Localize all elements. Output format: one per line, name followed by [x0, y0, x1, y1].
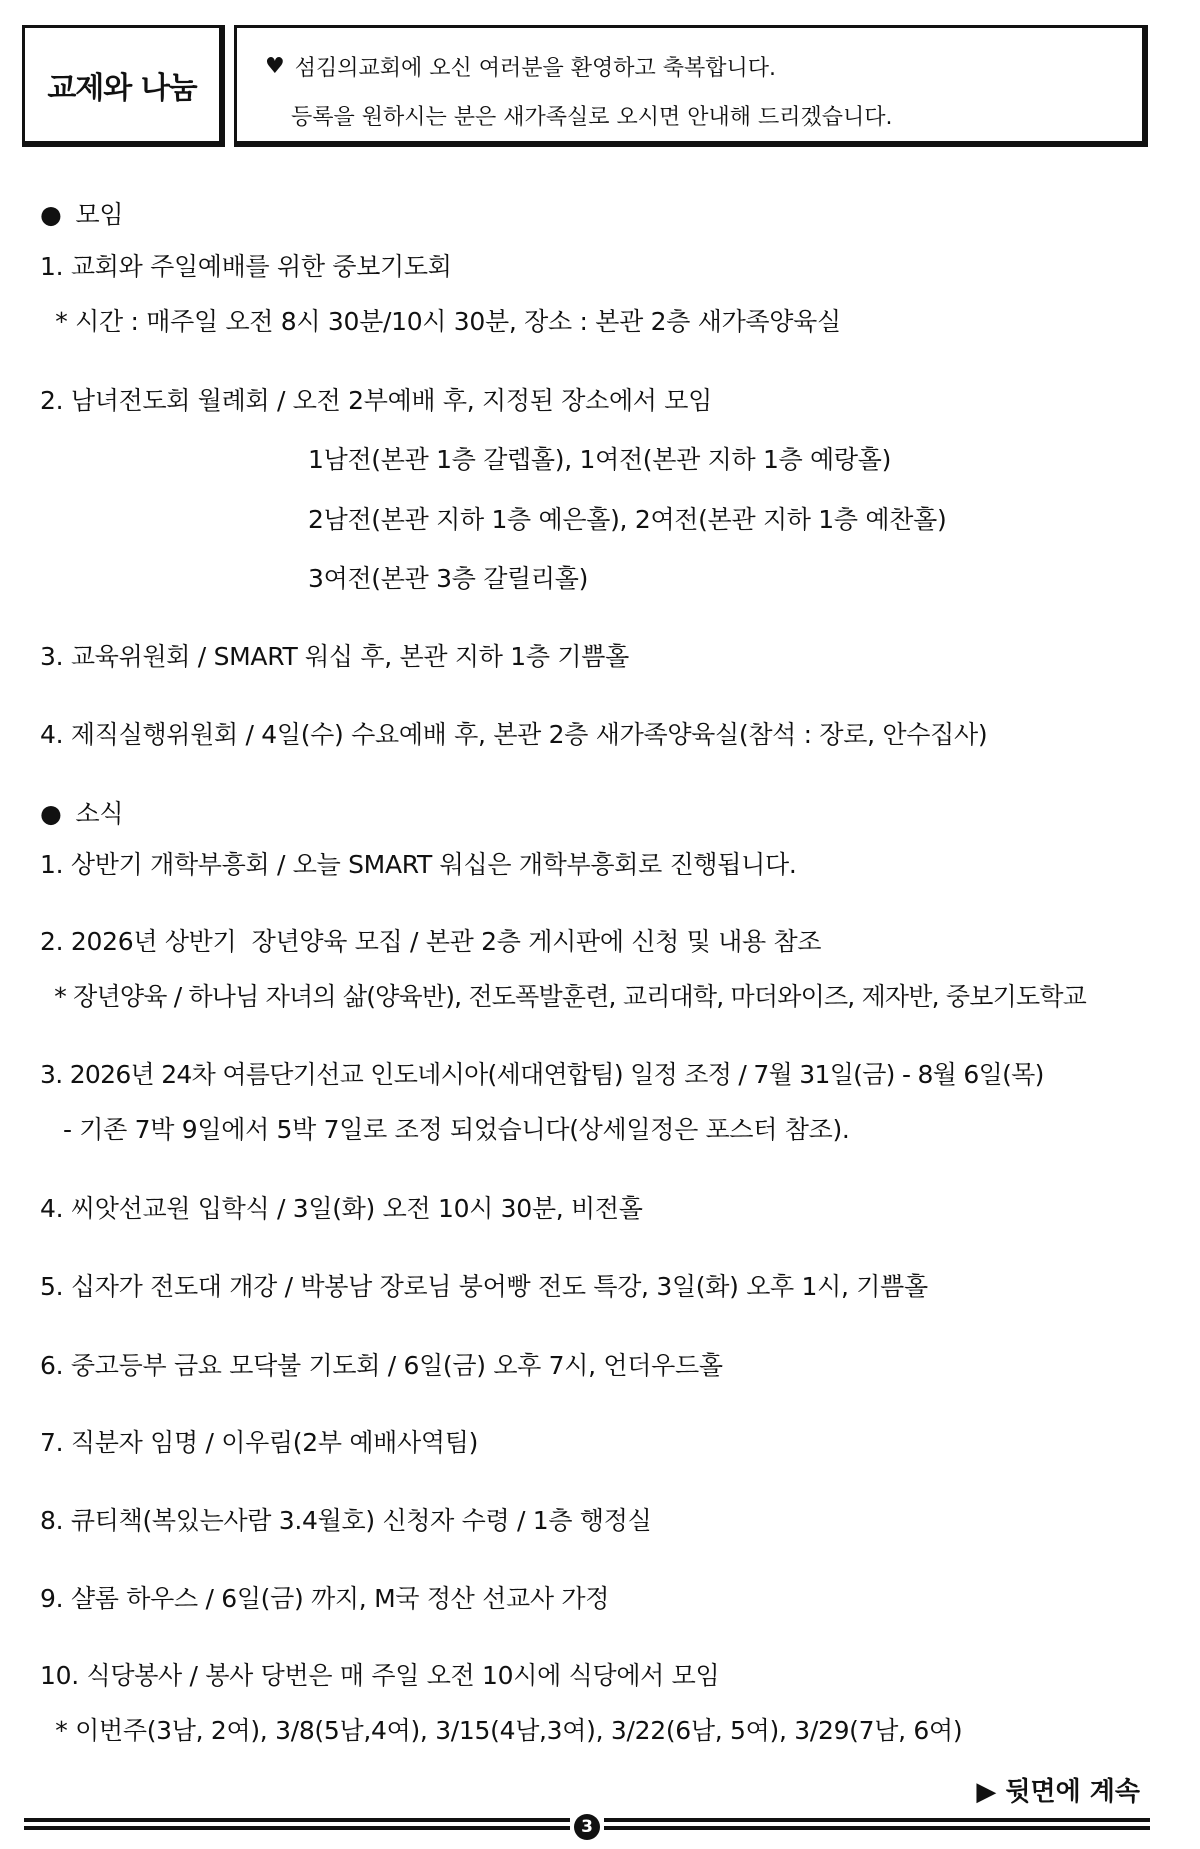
heart-icon: ♥ — [265, 53, 285, 79]
meeting-item: 3. 교육위원회 / SMART 워십 후, 본관 지하 1층 기쁨홀 — [40, 642, 629, 671]
meeting-item: 2남전(본관 지하 1층 예은홀), 2여전(본관 지하 1층 예찬홀) — [308, 505, 947, 534]
section-title — [22, 25, 225, 147]
news-item: 8. 큐티책(복있는사람 3.4월호) 신청자 수령 / 1층 행정실 — [40, 1506, 652, 1535]
news-item: * 이번주(3남, 2여), 3/8(5남,4여), 3/15(4남,3여), 3/22(6남, 5여), 3/29(7남, 6여) — [40, 1716, 963, 1745]
footer-rule — [604, 1818, 1150, 1822]
meeting-item: 4. 제직실행위원회 / 4일(수) 수요예배 후, 본관 2층 새가족양육실(참석 : 장로, 안수집사) — [40, 720, 988, 749]
page-footer — [24, 1814, 1150, 1836]
meeting-item: 3여전(본관 3층 갈릴리홀) — [308, 564, 589, 593]
news-item: * 장년양육 / 하나님 자녀의 삶(양육반), 전도폭발훈련, 교리대학, 마더와이즈, 제자반, 중보기도학교 — [40, 982, 1087, 1011]
news-heading — [40, 797, 123, 831]
footer-rule — [24, 1826, 570, 1830]
welcome-box — [234, 25, 1148, 147]
meeting-item: 1남전(본관 1층 갈렙홀), 1여전(본관 지하 1층 예랑홀) — [308, 445, 892, 474]
news-item: 4. 씨앗선교원 입학식 / 3일(화) 오전 10시 30분, 비전홀 — [40, 1194, 643, 1223]
news-item: 9. 샬롬 하우스 / 6일(금) 까지, M국 정산 선교사 가정 — [40, 1584, 610, 1613]
news-item: 2. 2026년 상반기 장년양육 모집 / 본관 2층 게시판에 신청 및 내용 참조 — [40, 927, 822, 956]
meeting-item: 1. 교회와 주일예배를 위한 중보기도회 — [40, 252, 452, 281]
section-title-text: 교제와 나눔 — [47, 70, 197, 106]
meetings-heading-text: 모임 — [75, 200, 124, 229]
continue-label: ▶ 뒷면에 계속 — [976, 1777, 1140, 1807]
news-item: 1. 상반기 개학부흥회 / 오늘 SMART 워십은 개학부흥회로 진행됩니다. — [40, 850, 797, 879]
meetings-heading — [40, 198, 123, 232]
news-item: - 기존 7박 9일에서 5박 7일로 조정 되었습니다(상세일정은 포스터 참조). — [40, 1115, 850, 1144]
meeting-item: 2. 남녀전도회 월례회 / 오전 2부예배 후, 지정된 장소에서 모임 — [40, 386, 713, 415]
news-item: 5. 십자가 전도대 개강 / 박봉남 장로님 붕어빵 전도 특강, 3일(화) 오후 1시, 기쁨홀 — [40, 1272, 928, 1301]
news-item: 6. 중고등부 금요 모닥불 기도회 / 6일(금) 오후 7시, 언더우드홀 — [40, 1351, 723, 1380]
news-item: 3. 2026년 24차 여름단기선교 인도네시아(세대연합팀) 일정 조정 / 7월 31일(금) - 8월 6일(목) — [40, 1060, 1044, 1089]
welcome-line-1: 섬김의교회에 오신 여러분을 환영하고 축복합니다. — [294, 55, 776, 81]
footer-rule — [604, 1826, 1150, 1830]
welcome-line-2: 등록을 원하시는 분은 새가족실로 오시면 안내해 드리겠습니다. — [291, 105, 893, 130]
news-heading-text: 소식 — [75, 799, 124, 828]
heading-bullet: ● — [40, 799, 62, 828]
heading-bullet: ● — [40, 200, 62, 229]
news-item: 7. 직분자 임명 / 이우림(2부 예배사역팀) — [40, 1428, 479, 1457]
footer-rule — [24, 1818, 570, 1822]
news-item: 10. 식당봉사 / 봉사 당번은 매 주일 오전 10시에 식당에서 모임 — [40, 1661, 720, 1690]
meeting-item: * 시간 : 매주일 오전 8시 30분/10시 30분, 장소 : 본관 2층 새가족양육실 — [40, 307, 841, 336]
page-number: 3 — [574, 1814, 600, 1840]
